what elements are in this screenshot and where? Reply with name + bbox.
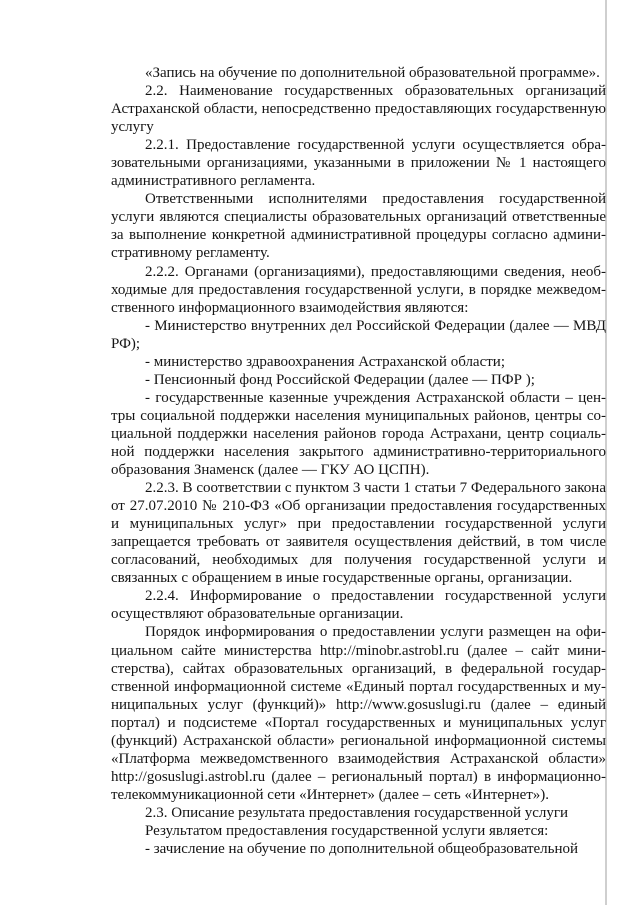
list-item-mvd: - Министерство внутренних дел Российской Федерации (далее — МВД РФ);: [111, 317, 606, 352]
paragraph-informing-order: Порядок информирования о предоставлении услуги размещен на официальном сайте министерства http://minobr.astrobl.ru (далее – сайт министерства), сайтах образовательных организаций, в федеральной государственной информационной системе «Единый портал государственных и муниципальных услуг (функций)» http://www.gosuslugi.ru (далее – единый портал) и подсистеме «Портал государственных и муниципальных услуг (функций) Астраханской области» региональной информационной системы «Платформа межведомственного взаимодействия Астраханской области» http://gosuslugi.astrobl.ru (далее – региональный портал) в информационнотелекоммуникационной сети «Интернет» (далее – сеть «Интернет»).: [111, 624, 606, 803]
list-item-minzdrav: - министерство здравоохранения Астраханской области;: [145, 353, 505, 370]
list-item-pfr: - Пенсионный фонд Российской Федерации (далее — ПФР );: [145, 371, 535, 388]
list-item-enrollment: - зачисление на обучение по дополнительной общеобразовательной: [145, 841, 579, 858]
paragraph-2-2-4: 2.2.4. Информирование о предоставлении государственной услуги осуществляют образовательные организации.: [111, 588, 606, 623]
section-2-2-heading: 2.2. Наименование государственных образовательных организаций Астраханской области, непосредственно предоставляющих государственную услугу: [111, 83, 606, 136]
paragraph-responsible: Ответственными исполнителями предоставления государственной услуги являются специалисты образовательных организаций ответственные за выполнение конкретной административной процедуры согласно административному регламенту.: [111, 191, 606, 262]
paragraph-1: «Запись на обучение по дополнительной образовательной программе».: [145, 65, 600, 81]
list-item-gku: - государственные казенные учреждения Астраханской области – центры социальной поддержки населения муниципальных районов, центры социальной поддержки населения районов города Астрахани, центр социальной поддержки населения закрытого административно-территориального образования Знаменск (далее — ГКУ АО ЦСПН).: [111, 389, 606, 479]
paragraph-2-2-2: 2.2.2. Органами (организациями), предоставляющими сведения, необходимые для предоставления государственной услуги, в порядке межведомственного информационного взаимодействия являются:: [111, 263, 606, 316]
document-body: [111, 64, 606, 858]
paragraph-result: Результатом предоставления государственной услуги является:: [145, 822, 549, 839]
section-2-3-heading: 2.3. Описание результата предоставления государственной услуги: [145, 804, 569, 821]
paragraph-2-2-1: 2.2.1. Предоставление государственной услуги осуществляется образовательными организациями, указанными в приложении № 1 настоящего административного регламента.: [111, 137, 606, 190]
paragraph-2-2-3: 2.2.3. В соответствии с пунктом 3 части 1 статьи 7 Федерального закона от 27.07.2010 № 210-ФЗ «Об организации предоставления государственных и муниципальных услуг» при предоставлении государственной услуги запрещается требовать от заявителя осуществления действий, в том числе согласований, необходимых для получения государственной услуги и связанных с обращением в иные государственные органы, организации.: [111, 480, 606, 587]
